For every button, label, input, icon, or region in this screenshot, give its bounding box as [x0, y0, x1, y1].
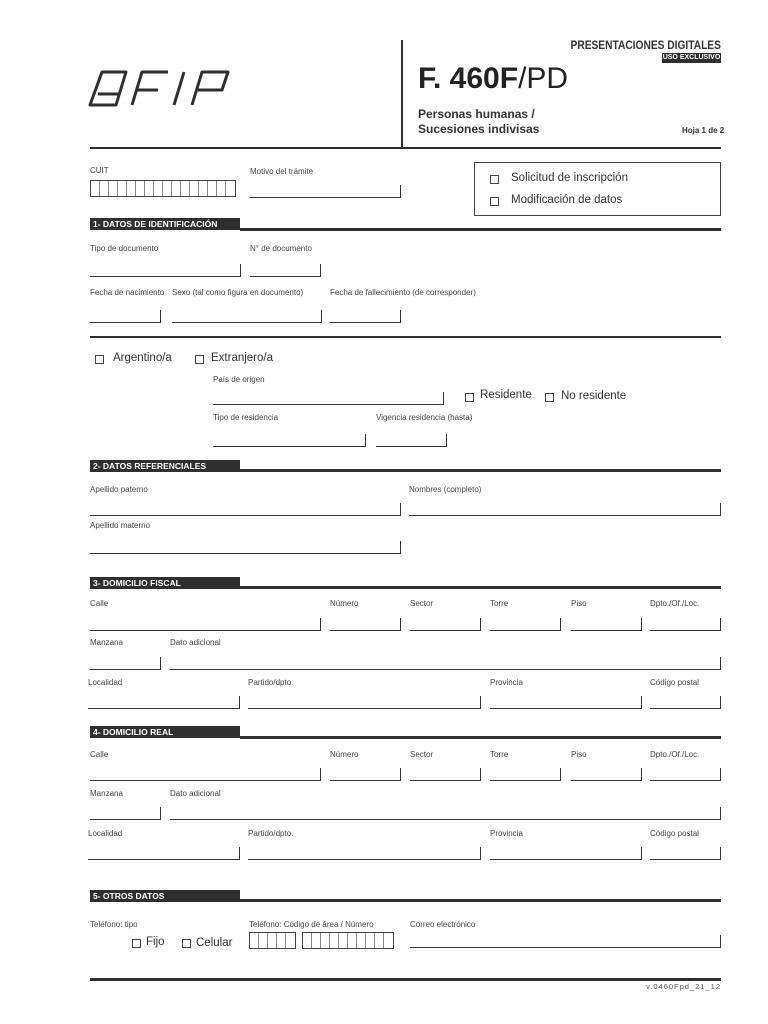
s3-cp-label: Código postal — [650, 678, 699, 687]
s4-sector-input[interactable] — [410, 768, 481, 781]
header-divider — [401, 40, 403, 148]
s4-numero-input[interactable] — [330, 768, 401, 781]
form-code — [418, 62, 568, 96]
tipo-doc-input[interactable] — [90, 264, 241, 277]
s3-dato-adicional-input[interactable] — [170, 657, 721, 670]
tipo-doc-label: Tipo de documento — [90, 244, 159, 253]
num-doc-input[interactable] — [250, 264, 321, 277]
s3-torre-input[interactable] — [490, 618, 561, 631]
nationality-rule — [90, 336, 721, 338]
fecha-nac-label: Fecha de nacimiento — [90, 288, 165, 297]
hoja-label: Hoja 1 de 2 — [682, 126, 725, 135]
s4-cp-label: Código postal — [650, 829, 699, 838]
header-rule — [90, 147, 721, 149]
apellido-paterno-label: Apellido paterno — [90, 485, 148, 494]
no-residente-label: No residente — [561, 390, 627, 402]
apellido-paterno-input[interactable] — [90, 503, 401, 516]
pais-origen-label: País de origen — [213, 375, 265, 384]
tipo-residencia-label: Tipo de residencia — [213, 413, 279, 422]
section-1-title: 1- DATOS DE IDENTIFICACIÓN — [90, 218, 240, 230]
modificacion-label: Modificación de datos — [511, 194, 623, 206]
s3-dato-adicional-label: Dato adicional — [170, 638, 221, 647]
residente-label: Residente — [480, 389, 532, 401]
fijo-checkbox[interactable] — [132, 939, 141, 948]
s4-dato-adicional-input[interactable] — [170, 807, 721, 820]
s3-provincia-label: Provincia — [490, 678, 523, 687]
s3-cp-input[interactable] — [650, 696, 721, 709]
nombres-input[interactable] — [409, 503, 721, 516]
presentaciones-digitales: PRESENTACIONES DIGITALES — [570, 38, 721, 52]
section-5-title: 5- OTROS DATOS — [90, 890, 240, 902]
pais-origen-input[interactable] — [213, 392, 444, 405]
s3-calle-input[interactable] — [90, 618, 321, 631]
s3-manzana-input[interactable] — [90, 657, 161, 670]
num-doc-label: N° de documento — [250, 244, 312, 253]
s4-piso-input[interactable] — [571, 768, 642, 781]
extranjero-checkbox[interactable] — [195, 355, 204, 364]
fecha-fall-label: Fecha de fallecimiento (de corresponder) — [330, 288, 476, 297]
uso-exclusivo-badge: USO EXCLUSIVO — [662, 54, 721, 61]
modificacion-checkbox[interactable] — [490, 197, 499, 206]
argentino-checkbox[interactable] — [95, 355, 104, 364]
correo-label: Correo electrónico — [410, 920, 476, 929]
s3-numero-input[interactable] — [330, 618, 401, 631]
residente-checkbox[interactable] — [465, 393, 474, 402]
solicitud-label: Solicitud de inscripción — [511, 172, 628, 184]
section-4-rule — [240, 736, 721, 739]
nombres-label: Nombres (completo) — [409, 485, 482, 494]
vigencia-label: Vigencia residencia (hasta) — [376, 413, 473, 422]
extranjero-label: Extranjero/a — [211, 352, 274, 364]
s3-partido-input[interactable] — [248, 696, 481, 709]
fijo-label: Fijo — [146, 936, 165, 948]
s4-provincia-label: Provincia — [490, 829, 523, 838]
subtitle-2: Sucesiones indivisas — [418, 122, 540, 136]
vigencia-input[interactable] — [376, 434, 447, 447]
s4-calle-input[interactable] — [90, 768, 321, 781]
s3-torre-label: Torre — [490, 599, 509, 608]
subtitle-1: Personas humanas / — [418, 107, 535, 121]
cuit-label: CUIT — [90, 166, 109, 175]
version-label: v.0460Fpd_21_12 — [646, 982, 721, 991]
tipo-residencia-input[interactable] — [213, 434, 366, 447]
s3-sector-label: Sector — [410, 599, 434, 608]
section-3-rule — [240, 586, 721, 589]
section-3-title: 3- DOMICILIO FISCAL — [90, 577, 240, 589]
argentino-label: Argentino/a — [113, 352, 172, 364]
s4-sector-label: Sector — [410, 750, 434, 759]
correo-input[interactable] — [410, 935, 721, 948]
sexo-input[interactable] — [172, 310, 322, 323]
s3-dpto-input[interactable] — [650, 618, 721, 631]
s3-provincia-input[interactable] — [490, 696, 642, 709]
s3-partido-label: Partido/dpto. — [248, 678, 294, 687]
s4-localidad-label: Localidad — [88, 829, 123, 838]
s4-numero-label: Número — [330, 750, 359, 759]
afip-logo — [88, 68, 234, 108]
section-2-title: 2- DATOS REFERENCIALES — [90, 460, 240, 472]
s3-localidad-label: Localidad — [88, 678, 123, 687]
s3-manzana-label: Manzana — [90, 638, 123, 647]
s4-partido-label: Partido/dpto. — [248, 829, 294, 838]
s4-dato-adicional-label: Dato adicional — [170, 789, 221, 798]
s4-dpto-input[interactable] — [650, 768, 721, 781]
s4-cp-input[interactable] — [650, 847, 721, 860]
tramite-options-box — [474, 162, 721, 216]
section-2-rule — [240, 469, 721, 472]
s4-localidad-input[interactable] — [88, 847, 240, 860]
telefono-codigo-label: Teléfono: Código de área / Número — [249, 920, 374, 929]
fecha-nac-input[interactable] — [90, 310, 161, 323]
celular-label: Celular — [196, 937, 233, 949]
telefono-numero-input[interactable] — [302, 932, 394, 949]
s4-piso-label: Piso — [571, 750, 587, 759]
s4-manzana-input[interactable] — [90, 807, 161, 820]
section-1-rule — [240, 228, 721, 231]
cuit-input[interactable] — [90, 180, 236, 197]
form-code-suffix: /PD — [518, 62, 569, 95]
footer-rule — [90, 978, 721, 981]
s3-calle-label: Calle — [90, 599, 109, 608]
s4-calle-label: Calle — [90, 750, 109, 759]
motivo-label: Motivo del trámite — [250, 167, 314, 176]
s4-manzana-label: Manzana — [90, 789, 123, 798]
motivo-input[interactable] — [250, 185, 401, 198]
s4-torre-label: Torre — [490, 750, 509, 759]
solicitud-checkbox[interactable] — [490, 175, 499, 184]
telefono-tipo-label: Teléfono: tipo — [90, 920, 138, 929]
celular-checkbox[interactable] — [182, 939, 191, 948]
s3-dpto-label: Dpto./Of./Loc. — [650, 599, 700, 608]
s4-dpto-label: Dpto./Of./Loc. — [650, 750, 700, 759]
sexo-label: Sexo (tal como figura en documento) — [172, 288, 304, 297]
s4-partido-input[interactable] — [248, 847, 481, 860]
s4-provincia-input[interactable] — [490, 847, 642, 860]
telefono-area-input[interactable] — [249, 932, 296, 949]
section-4-title: 4- DOMICILIO REAL — [90, 726, 240, 738]
apellido-materno-input[interactable] — [90, 541, 401, 554]
s3-localidad-input[interactable] — [88, 696, 240, 709]
s3-piso-input[interactable] — [571, 618, 642, 631]
s3-sector-input[interactable] — [410, 618, 481, 631]
section-5-rule — [240, 899, 721, 902]
s4-torre-input[interactable] — [490, 768, 561, 781]
fecha-fall-input[interactable] — [330, 310, 401, 323]
s3-piso-label: Piso — [571, 599, 587, 608]
apellido-materno-label: Apellido materno — [90, 521, 151, 530]
no-residente-checkbox[interactable] — [545, 393, 554, 402]
s3-numero-label: Número — [330, 599, 359, 608]
form-code-main: F. 460F — [418, 62, 519, 95]
